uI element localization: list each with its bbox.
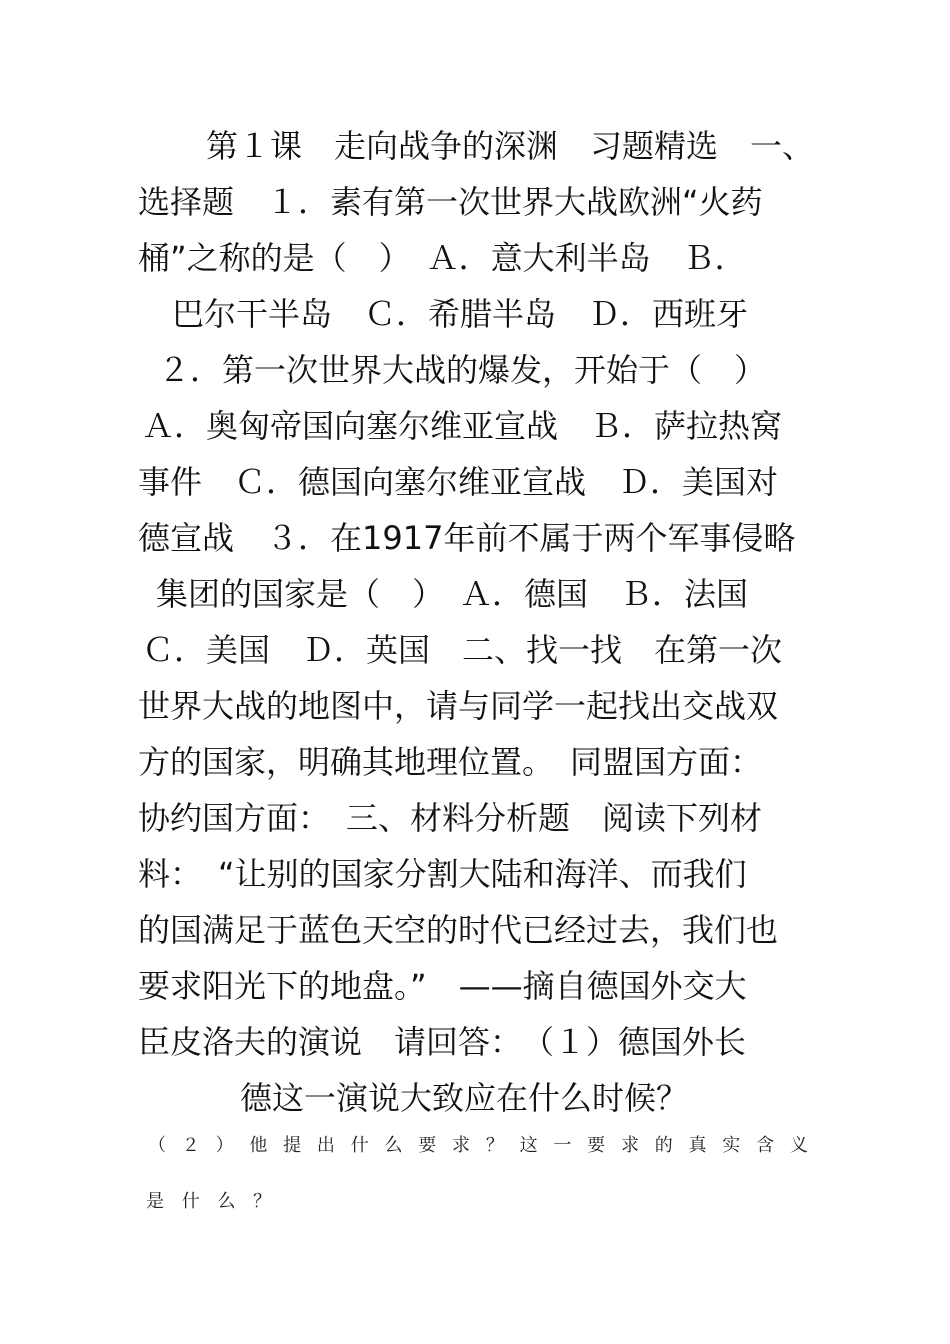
text-line-18: 德这一演说大致应在什么时候？ [240, 1079, 689, 1117]
text-line-3: 桶”之称的是（ ） Ａ．意大利半岛 Ｂ． [138, 239, 747, 277]
text-line-5: ２．第一次世界大战的爆发，开始于（ ） [158, 351, 767, 389]
question-2-line-2: 是 什 么 ？ [146, 1191, 278, 1212]
char: 他 [249, 1135, 268, 1156]
text-line-13: 协约国方面： 三、材料分析题 阅读下列材 [138, 799, 763, 837]
char: 提 [283, 1135, 302, 1156]
char: 什 [350, 1135, 369, 1156]
char: （ [148, 1135, 166, 1156]
char: 要 [418, 1135, 437, 1156]
text-line-1: 第１课 走向战争的深渊 习题精选 一、 [206, 127, 815, 165]
char: 含 [756, 1135, 775, 1156]
char: 一 [553, 1135, 572, 1156]
char: 义 [789, 1135, 808, 1156]
text-line-10: Ｃ．美国 Ｄ．英国 二、找一找 在第一次 [142, 631, 783, 669]
text-line-6: Ａ．奥匈帝国向塞尔维亚宣战 Ｂ．萨拉热窝 [142, 407, 783, 445]
text-line-17: 臣皮洛夫的演说 请回答： （１）德国外长 [138, 1023, 747, 1061]
text-line-2: 选择题 １．素有第一次世界大战欧洲“火药 [138, 183, 763, 221]
question-2-line-1 [148, 1134, 808, 1158]
text-line-14: 料： “让别的国家分割大陆和海洋、而我们 [138, 855, 747, 893]
char: 实 [722, 1135, 741, 1156]
char: 出 [316, 1135, 335, 1156]
char: 么 [384, 1135, 403, 1156]
text-line-15: 的国满足于蓝色天空的时代已经过去，我们也 [138, 911, 779, 949]
char: 真 [688, 1135, 707, 1156]
char: 这 [519, 1135, 538, 1156]
char: 求 [620, 1135, 639, 1156]
char: ） [215, 1135, 234, 1156]
text-line-8: 德宣战 ３．在1917年前不属于两个军事侵略 [138, 519, 796, 557]
char: ？ [485, 1135, 504, 1156]
text-line-11: 世界大战的地图中，请与同学一起找出交战双 [138, 687, 779, 725]
char: 的 [654, 1135, 673, 1156]
char: 要 [587, 1135, 606, 1156]
text-line-7: 事件 Ｃ．德国向塞尔维亚宣战 Ｄ．美国对 [138, 463, 779, 501]
text-line-9: 集团的国家是（ ） Ａ．德国 Ｂ．法国 [156, 575, 749, 613]
text-line-12: 方的国家，明确其地理位置。 同盟国方面： [138, 743, 763, 781]
text-line-16: 要求阳光下的地盘。” ——摘自德国外交大 [138, 967, 747, 1005]
char: 求 [452, 1135, 471, 1156]
char: ２ [181, 1135, 200, 1156]
text-line-4: 巴尔干半岛 Ｃ．希腊半岛 Ｄ．西班牙 [172, 295, 749, 333]
